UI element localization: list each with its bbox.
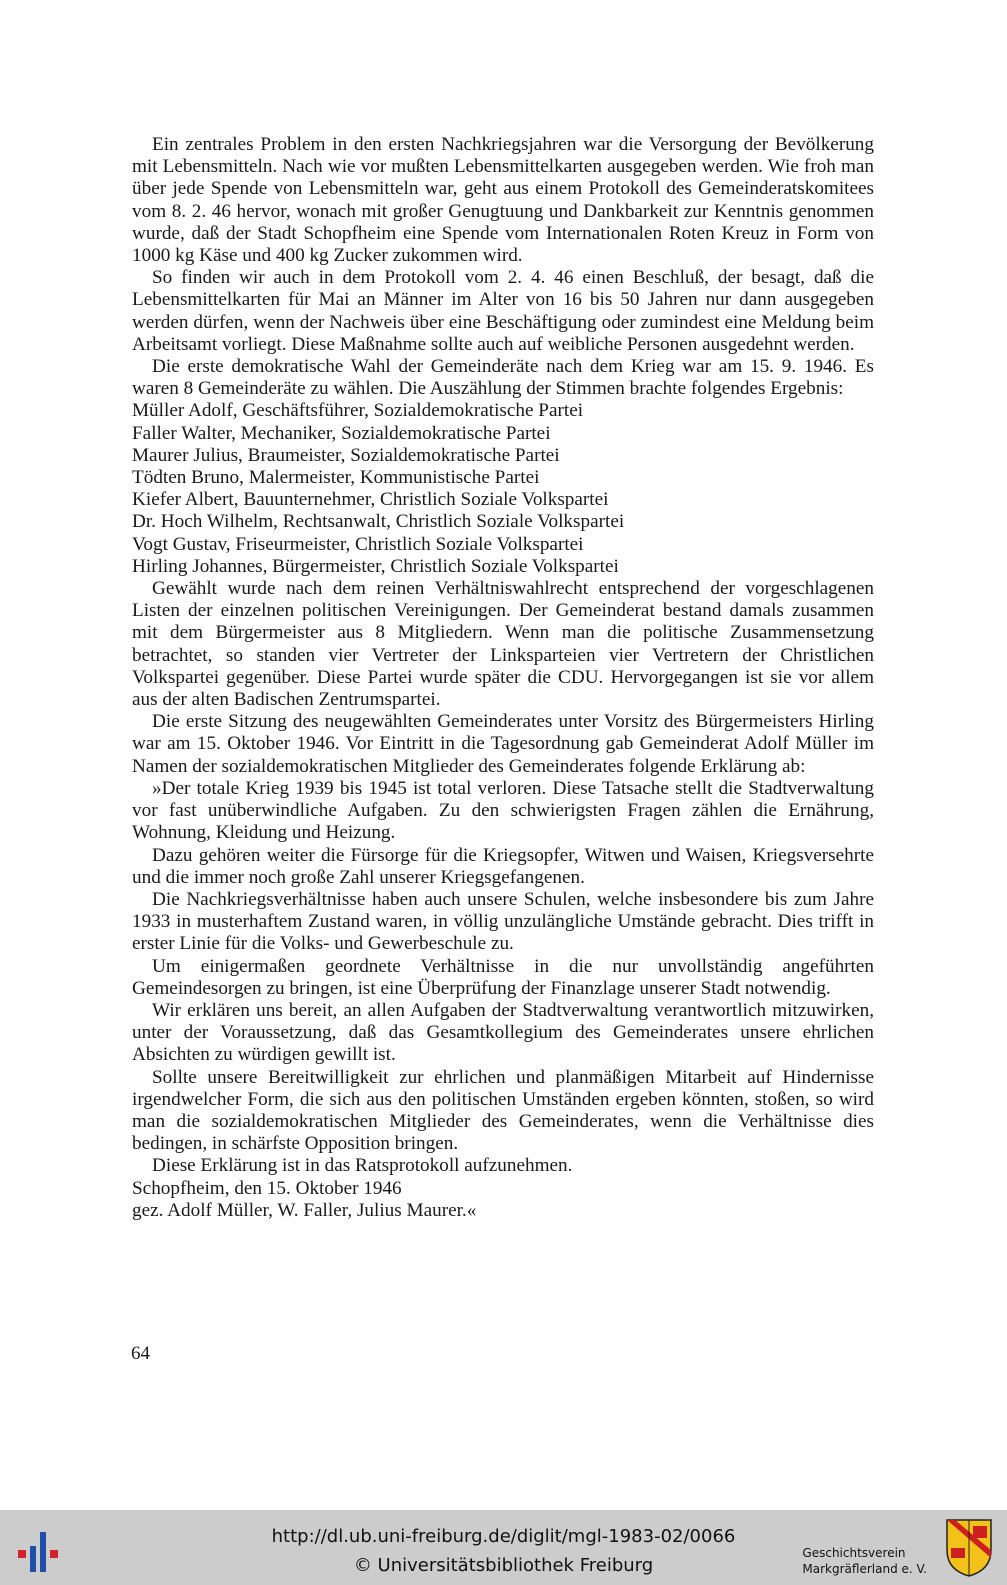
coat-of-arms-icon: [945, 1518, 993, 1578]
paragraph: Die erste demokratische Wahl der Gemeinderäte nach dem Krieg war am 15. 9. 1946. Es waren 8 Gemeinderäte zu wählen. Die Auszählung der Stimmen brachte folgendes Ergebnis:: [132, 356, 874, 400]
paragraph: Sollte unsere Bereitwilligkeit zur ehrlichen und planmäßigen Mitarbeit auf Hindernisse irgendwelcher Form, die sich aus den politischen Umständen ergeben könnten, stoßen, so wird man die sozialdemokratischen Mitglieder des Gemeinderates, wenn die Verhältnisse dies bedingen, in schärfste Opposition bringen.: [132, 1066, 874, 1155]
signature-line: gez. Adolf Müller, W. Faller, Julius Maurer.«: [132, 1199, 477, 1221]
paragraph: Gewählt wurde nach dem reinen Verhältniswahlrecht entsprechend der vorgeschlagenen Listen der einzelnen politischen Vereinigungen. Der Gemeinderat bestand damals zusammen mit dem Bürgermeister aus 8 Mitgliedern. Wenn man die politische Zusammensetzung betrachtet, so standen vier Vertreter der Linksparteien vier Vertretern der Christlichen Volkspartei gegenüber. Diese Partei wurde später die CDU. Hervorgegangen ist sie vor allem aus der alten Badischen Zentrumspartei.: [132, 578, 874, 711]
footer-bar: [0, 1510, 1007, 1585]
paragraph: Diese Erklärung ist in das Ratsprotokoll aufzunehmen.: [152, 1155, 573, 1177]
paragraph: Wir erklären uns bereit, an allen Aufgaben der Stadtverwaltung verantwortlich mitzuwirken, unter der Voraussetzung, daß das Gesamtkollegium des Gemeinderates unsere ehrlichen Absichten zu würdigen gewillt ist.: [132, 999, 874, 1066]
society-name-line: Markgräflerland e. V.: [802, 1562, 927, 1576]
body-text: [132, 134, 874, 1222]
copyright-text: © Universitätsbibliothek Freiburg: [353, 1555, 654, 1576]
paragraph: Ein zentrales Problem in den ersten Nachkriegsjahren war die Versorgung der Bevölkerung mit Lebensmitteln. Nach wie vor mußten Lebensmittelkarten ausgegeben werden. Wie froh man über jede Spende von Lebensmitteln war, geht aus einem Protokoll des Gemeinderatskomitees vom 8. 2. 46 hervor, wonach mit großer Genugtuung und Dankbarkeit zur Kenntnis genommen wurde, daß der Stadt Schopfheim eine Spende vom Internationalen Roten Kreuz in Form von 1000 kg Käse und 400 kg Zucker zukommen wird.: [132, 134, 874, 267]
list-item: Kiefer Albert, Bauunternehmer, Christlich Soziale Volkspartei: [132, 489, 609, 511]
list-item: Dr. Hoch Wilhelm, Rechtsanwalt, Christlich Soziale Volkspartei: [132, 511, 625, 533]
paragraph: Dazu gehören weiter die Fürsorge für die Kriegsopfer, Witwen und Waisen, Kriegsversehrte und die immer noch große Zahl unserer Kriegsgefangenen.: [132, 844, 874, 888]
paragraph: Die Nachkriegsverhältnisse haben auch unsere Schulen, welche insbesondere bis zum Jahre 1933 in musterhaftem Zustand waren, in völlig unzulängliche Umstände gebracht. Dies trifft in erster Linie für die Volks- und Gewerbeschule zu.: [132, 888, 874, 955]
page-number: 64: [131, 1343, 150, 1364]
paragraph: »Der totale Krieg 1939 bis 1945 ist total verloren. Diese Tatsache stellt die Stadtverwaltung vor fast unüberwindliche Aufgaben. Zu den schwierigsten Fragen zählen die Ernährung, Wohnung, Kleidung und Heizung.: [132, 777, 874, 844]
list-item: Vogt Gustav, Friseurmeister, Christlich Soziale Volkspartei: [132, 533, 584, 555]
permalink-url[interactable]: http://dl.ub.uni-freiburg.de/diglit/mgl-1983-02/0066: [271, 1526, 736, 1547]
list-item: Faller Walter, Mechaniker, Sozialdemokratische Partei: [132, 422, 551, 444]
paragraph: Um einigermaßen geordnete Verhältnisse in die nur unvollständig angeführten Gemeindesorgen zu bringen, ist eine Überprüfung der Finanzlage unserer Stadt notwendig.: [132, 955, 874, 999]
place-date-line: Schopfheim, den 15. Oktober 1946: [132, 1177, 402, 1199]
list-item: Tödten Bruno, Malermeister, Kommunistische Partei: [132, 467, 540, 489]
list-item: Hirling Johannes, Bürgermeister, Christlich Soziale Volkspartei: [132, 555, 619, 577]
list-item: Müller Adolf, Geschäftsführer, Sozialdemokratische Partei: [132, 400, 584, 422]
paragraph: Die erste Sitzung des neugewählten Gemeinderates unter Vorsitz des Bürgermeisters Hirling war am 15. Oktober 1946. Vor Eintritt in die Tagesordnung gab Gemeinderat Adolf Müller im Namen der sozialdemokratischen Mitglieder des Gemeinderates folgende Erklärung ab:: [132, 711, 874, 777]
paragraph: So finden wir auch in dem Protokoll vom 2. 4. 46 einen Beschluß, der besagt, daß die Lebensmittelkarten für Mai an Männer im Alter von 16 bis 50 Jahren nur dann ausgegeben werden dürfen, wenn der Nachweis über eine Beschäftigung oder zumindest eine Meldung beim Arbeitsamt vorliegt. Diese Maßnahme sollte auch auf weibliche Personen ausgedehnt werden.: [132, 267, 874, 355]
election-results-list: [132, 400, 874, 578]
society-name-line: Geschichtsverein: [802, 1546, 906, 1560]
society-name: [802, 1545, 927, 1577]
list-item: Maurer Julius, Braumeister, Sozialdemokratische Partei: [132, 444, 560, 466]
